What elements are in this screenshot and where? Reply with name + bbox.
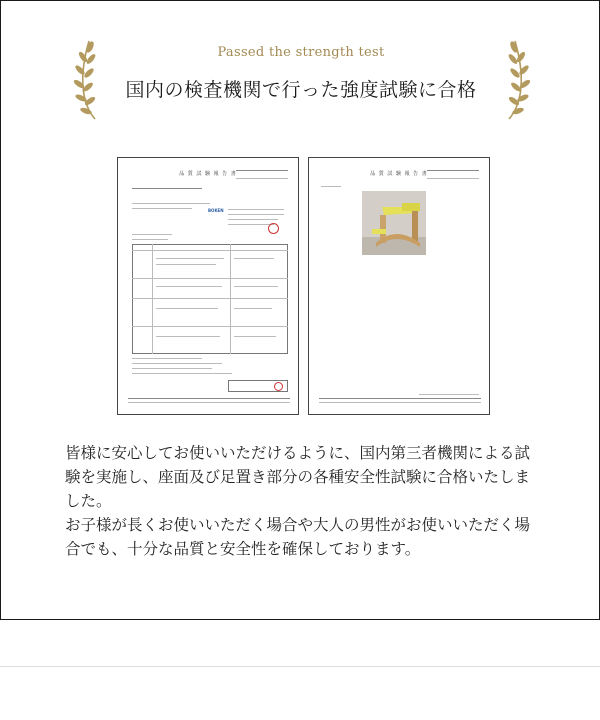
bottom-divider bbox=[0, 666, 600, 667]
report-logo: BOKEN bbox=[208, 208, 224, 213]
wooden-chair-icon bbox=[362, 191, 426, 255]
report-title-right: 品 質 試 験 報 告 書 bbox=[370, 171, 428, 177]
test-report-document-right bbox=[308, 157, 490, 415]
description-text bbox=[65, 441, 545, 561]
section-subtitle: Passed the strength test bbox=[217, 45, 385, 60]
description-paragraph-1: 皆様に安心してお使いいただけるように、国内第三者機関による試験を実施し、座面及び足置き部分の各種安全性試験に合格いたしました。 bbox=[65, 444, 531, 510]
description-paragraph-2: お子様が長くお使いいただく場合や大人の男性がお使いいただく場合でも、十分な品質と安全性を確保しております。 bbox=[65, 516, 531, 558]
test-photo-chair bbox=[362, 191, 426, 255]
seal-stamp bbox=[268, 223, 279, 234]
test-report-document-left bbox=[117, 157, 299, 415]
report-table bbox=[132, 244, 288, 354]
report-title: 品 質 試 験 報 告 書 bbox=[179, 171, 237, 177]
section-title: 国内の検査機関で行った強度試験に合格 bbox=[125, 79, 477, 101]
